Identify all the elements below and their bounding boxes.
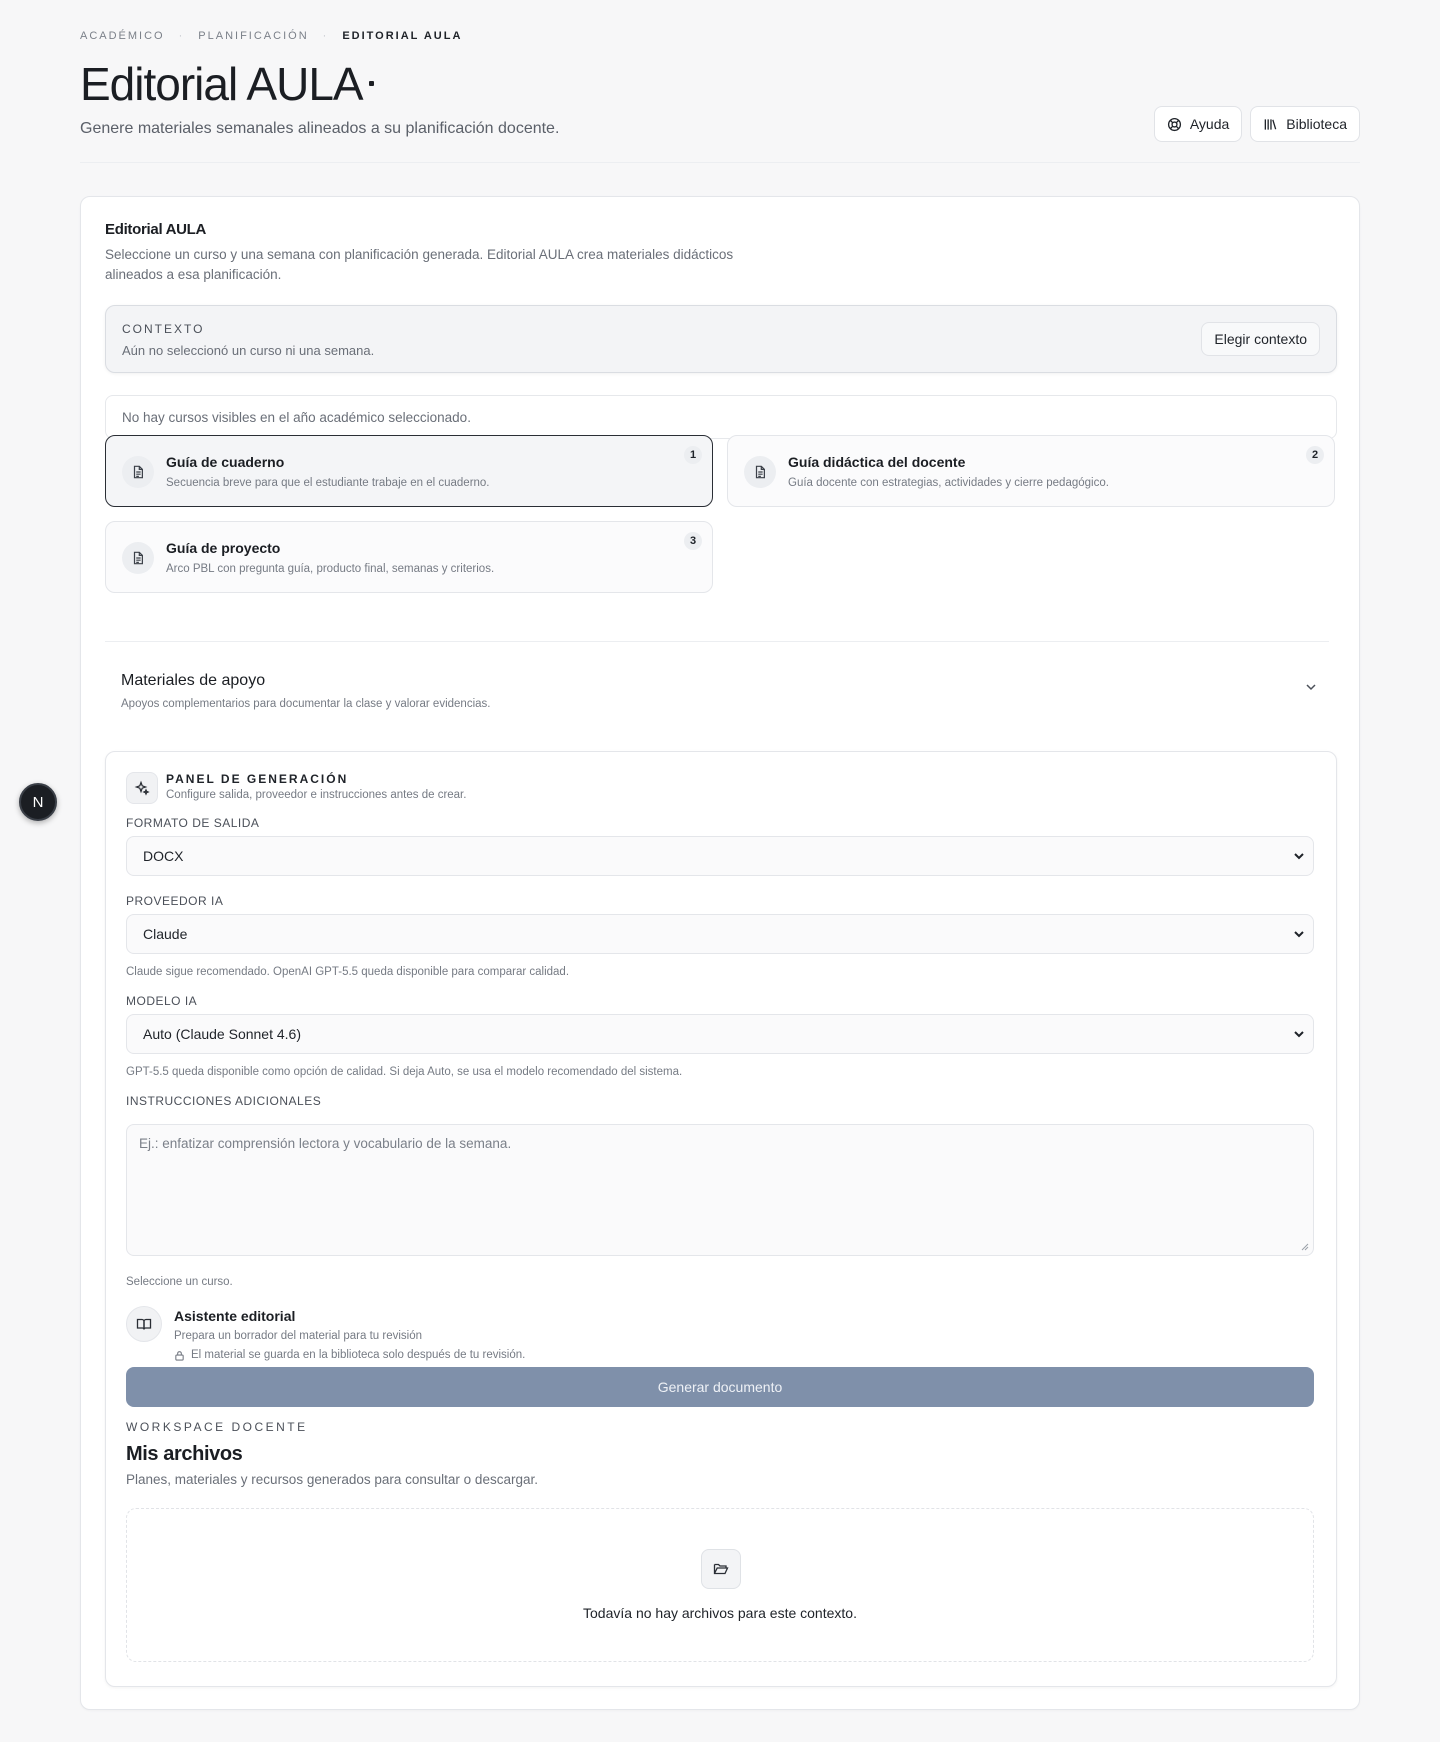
assistant-note-text: El material se guarda en la biblioteca solo después de tu revisión. — [191, 1349, 526, 1361]
instructions-placeholder: Ej.: enfatizar comprensión lectora y vocabulario de la semana. — [139, 1136, 512, 1151]
generation-panel — [105, 751, 1337, 1687]
ai-provider-hint: Claude sigue recomendado. OpenAI GPT-5.5 queda disponible para comparar calidad. — [126, 966, 570, 978]
workspace-empty-text: Todavía no hay archivos para este contexto. — [583, 1605, 857, 1621]
lifebuoy-icon — [1167, 117, 1182, 132]
doc-type-title: Guía de cuaderno — [166, 454, 285, 470]
book-open-icon — [126, 1306, 162, 1342]
header-actions — [1154, 106, 1360, 142]
doc-type-desc: Secuencia breve para que el estudiante trabaje en el cuaderno. — [166, 477, 490, 489]
output-format-label: FORMATO DE SALIDA — [126, 816, 260, 830]
page-title-text: Editorial AULA — [80, 58, 363, 110]
document-icon — [122, 456, 154, 488]
output-format-select[interactable] — [126, 836, 1314, 876]
lock-icon — [174, 1350, 185, 1361]
breadcrumb-item-current: EDITORIAL AULA — [342, 30, 463, 42]
doc-type-desc: Arco PBL con pregunta guía, producto final, semanas y criterios. — [166, 563, 495, 575]
header-divider — [80, 162, 1360, 163]
editorial-title: Editorial AULA — [105, 221, 207, 238]
section-divider — [105, 641, 1329, 642]
instructions-label: INSTRUCCIONES ADICIONALES — [126, 1094, 322, 1108]
doc-type-title: Guía didáctica del docente — [788, 454, 966, 470]
generate-document-button[interactable]: Generar documento — [126, 1367, 1314, 1407]
help-label: Ayuda — [1189, 116, 1230, 132]
doc-type-desc: Guía docente con estrategias, actividades y cierre pedagógico. — [788, 477, 1109, 489]
support-materials-title[interactable]: Materiales de apoyo — [121, 672, 266, 689]
workspace-title: Mis archivos — [126, 1443, 243, 1465]
ai-provider-label: PROVEEDOR IA — [126, 894, 224, 908]
breadcrumb-separator: · — [322, 30, 329, 42]
chevron-down-icon — [1293, 1028, 1305, 1040]
workspace-label: WORKSPACE DOCENTE — [126, 1420, 308, 1434]
breadcrumb — [80, 30, 462, 42]
library-label: Biblioteca — [1286, 116, 1347, 132]
select-course-hint: Seleccione un curso. — [126, 1276, 233, 1288]
doc-type-number: 2 — [1306, 446, 1324, 464]
editorial-card — [80, 196, 1360, 1710]
choose-context-button[interactable]: Elegir contexto — [1201, 322, 1320, 356]
context-label: CONTEXTO — [122, 322, 205, 336]
page-subtitle: Genere materiales semanales alineados a su planificación docente. — [80, 120, 560, 137]
doc-type-title: Guía de proyecto — [166, 540, 281, 556]
library-icon — [1263, 117, 1278, 132]
ai-provider-select[interactable] — [126, 914, 1314, 954]
chevron-down-icon — [1293, 850, 1305, 862]
ai-model-label: MODELO IA — [126, 994, 198, 1008]
ai-model-hint: GPT-5.5 queda disponible como opción de calidad. Si deja Auto, se usa el modelo recomendado del sistema. — [126, 1066, 683, 1078]
assistant-desc: Prepara un borrador del material para tu revisión — [174, 1330, 423, 1342]
dev-tools-badge[interactable]: N — [19, 783, 57, 821]
breadcrumb-separator: · — [178, 30, 185, 42]
ai-provider-value: Claude — [143, 926, 188, 942]
sparkles-icon — [126, 772, 158, 804]
document-icon — [122, 542, 154, 574]
doc-type-card-project-guide[interactable] — [105, 521, 713, 593]
doc-type-card-notebook-guide[interactable] — [105, 435, 713, 507]
courses-empty-message: No hay cursos visibles en el año académico seleccionado. — [105, 395, 1337, 439]
ai-model-select[interactable] — [126, 1014, 1314, 1054]
doc-type-card-teacher-guide[interactable] — [727, 435, 1335, 507]
assistant-note — [174, 1349, 525, 1361]
workspace-desc: Planes, materiales y recursos generados para consultar o descargar. — [126, 1472, 538, 1487]
folder-open-icon — [701, 1549, 741, 1589]
context-box — [105, 305, 1337, 373]
generation-panel-title: PANEL DE GENERACIÓN — [166, 772, 349, 786]
chevron-down-icon — [1293, 928, 1305, 940]
title-dot — [369, 81, 374, 86]
library-button[interactable] — [1250, 106, 1360, 142]
output-format-value: DOCX — [143, 848, 184, 864]
document-icon — [744, 456, 776, 488]
editorial-description: Seleccione un curso y una semana con planificación generada. Editorial AULA crea materiales didácticos alineados a esa planificación. — [105, 247, 734, 282]
instructions-textarea[interactable] — [126, 1124, 1314, 1256]
ai-model-value: Auto (Claude Sonnet 4.6) — [143, 1026, 301, 1042]
doc-type-number: 1 — [684, 446, 702, 464]
assistant-title: Asistente editorial — [174, 1308, 296, 1324]
context-value: Aún no seleccionó un curso ni una semana. — [122, 343, 375, 358]
chevron-down-icon[interactable] — [1303, 679, 1319, 695]
page-title — [80, 54, 374, 114]
support-materials-desc: Apoyos complementarios para documentar la clase y valorar evidencias. — [121, 698, 491, 710]
generation-panel-desc: Configure salida, proveedor e instrucciones antes de crear. — [166, 789, 467, 801]
workspace-empty-state — [126, 1508, 1314, 1662]
breadcrumb-item-academico[interactable]: ACADÉMICO — [80, 30, 165, 42]
help-button[interactable] — [1154, 106, 1242, 142]
doc-type-number: 3 — [684, 532, 702, 550]
resize-handle-icon[interactable] — [1301, 1243, 1309, 1251]
breadcrumb-item-planificacion[interactable]: PLANIFICACIÓN — [198, 30, 309, 42]
